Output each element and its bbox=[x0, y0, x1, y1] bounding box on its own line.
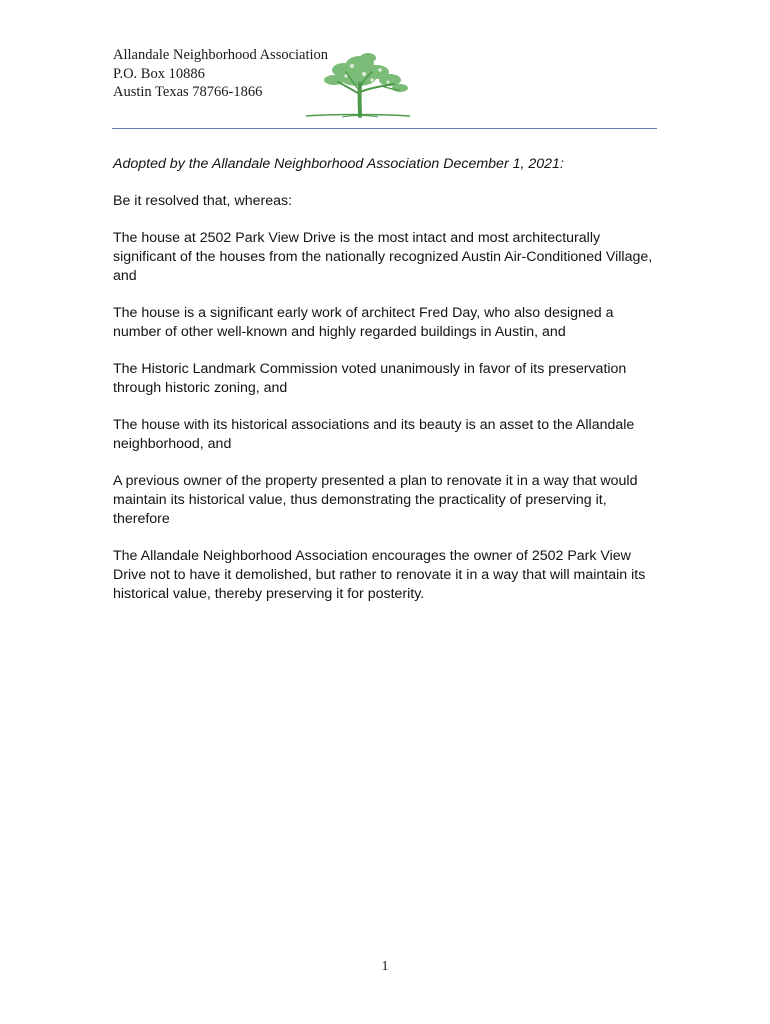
oak-tree-icon bbox=[302, 50, 414, 120]
resolution-body bbox=[113, 155, 658, 622]
po-box: P.O. Box 10886 bbox=[113, 65, 205, 82]
whereas-clause: The Historic Landmark Commission voted unanimously in favor of its preservation through historic zoning, and bbox=[113, 361, 627, 396]
whereas-clause: A previous owner of the property presented a plan to renovate it in a way that would maintain its historical value, thus demonstrating the practicality of preserving it, therefore bbox=[113, 473, 638, 527]
page-number: 1 bbox=[381, 959, 389, 974]
organization-name: Allandale Neighborhood Association bbox=[113, 47, 329, 63]
whereas-clause: The house is a significant early work of architect Fred Day, who also designed a number of other well-known and highly regarded buildings in Austin, and bbox=[113, 305, 614, 340]
adoption-statement: Adopted by the Allandale Neighborhood Association December 1, 2021: bbox=[113, 156, 564, 172]
city-state-zip: Austin Texas 78766-1866 bbox=[113, 84, 263, 100]
resolution-preamble: Be it resolved that, whereas: bbox=[113, 193, 293, 209]
letterhead-address bbox=[113, 46, 328, 102]
resolution-conclusion: The Allandale Neighborhood Association encourages the owner of 2502 Park View Drive not to have it demolished, but rather to renovate it in a way that will maintain its historical value, thereby preserving it for posterity. bbox=[113, 548, 646, 602]
header-divider bbox=[112, 128, 657, 129]
whereas-clause: The house with its historical associations and its beauty is an asset to the Allandale neighborhood, and bbox=[113, 417, 635, 452]
whereas-clause: The house at 2502 Park View Drive is the most intact and most architecturally significant of the houses from the nationally recognized Austin Air-Conditioned Village, and bbox=[113, 230, 653, 284]
